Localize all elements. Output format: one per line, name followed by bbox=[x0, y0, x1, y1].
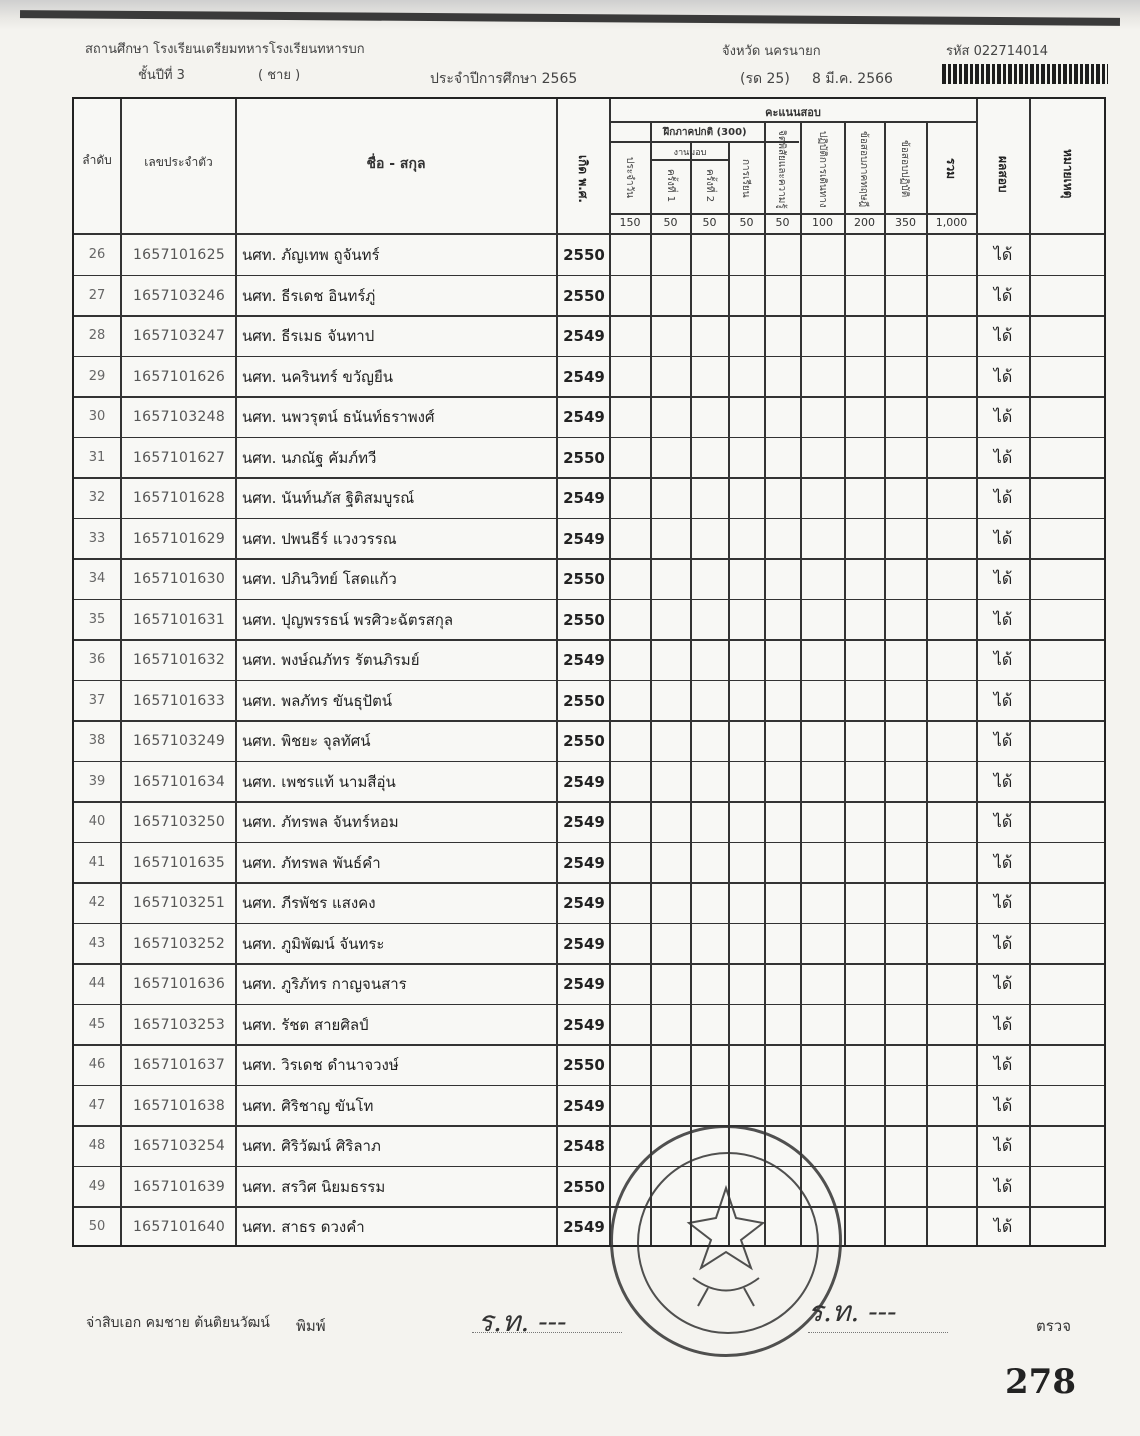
exam-result: ได้ bbox=[993, 326, 1013, 345]
table-row bbox=[74, 681, 1104, 722]
student-id: 1657103251 bbox=[132, 895, 226, 911]
table-row bbox=[74, 1045, 1104, 1086]
student-name: นศท. พิชยะ จุลทัศน์ bbox=[242, 732, 371, 750]
school-line: สถานศึกษา โรงเรียนเตรียมทหารโรงเรียนทหารบก bbox=[85, 42, 365, 57]
max-score: 50 bbox=[739, 216, 754, 229]
exam-result: ได้ bbox=[993, 771, 1013, 791]
batch-label: (รด 25) bbox=[740, 71, 790, 87]
student-id: 1657103248 bbox=[132, 409, 226, 425]
student-id: 1657101627 bbox=[132, 449, 226, 466]
birth-year: 2550 bbox=[563, 732, 605, 750]
score-table bbox=[72, 97, 1106, 1247]
birth-year: 2550 bbox=[563, 246, 605, 264]
birth-year: 2550 bbox=[563, 448, 605, 467]
col-note-header: หมายเหตุ bbox=[1061, 149, 1075, 199]
table-row bbox=[74, 235, 1104, 276]
student-id: 1657103254 bbox=[132, 1138, 226, 1154]
student-id: 1657101636 bbox=[132, 976, 226, 992]
birth-year: 2549 bbox=[563, 975, 605, 993]
student-name: นศท. นครินทร์ ขวัญยืน bbox=[242, 367, 394, 386]
student-name: นศท. พลภัทร ขันธุปัตน์ bbox=[242, 691, 393, 710]
row-number: 37 bbox=[88, 692, 106, 708]
table-row bbox=[74, 1005, 1104, 1046]
typist-label: พิมพ์ bbox=[296, 1317, 326, 1335]
student-id: 1657101637 bbox=[132, 1057, 226, 1073]
table-row bbox=[74, 478, 1104, 519]
exam-result: ได้ bbox=[993, 893, 1013, 912]
student-name: นศท. นภณัฐ คัมภ์ทวี bbox=[242, 448, 377, 467]
student-id: 1657101633 bbox=[132, 692, 226, 709]
date-label: 8 มี.ค. 2566 bbox=[812, 71, 893, 87]
row-number: 41 bbox=[88, 854, 106, 870]
student-id: 1657103252 bbox=[132, 935, 226, 952]
student-id: 1657101630 bbox=[132, 571, 226, 587]
exam-result: ได้ bbox=[993, 569, 1013, 588]
max-score: 150 bbox=[619, 216, 641, 229]
student-name: นศท. ภัทรพล พันธ์คำ bbox=[242, 853, 381, 872]
score-header-7: ข้อสอบภาคทฤษฎี bbox=[858, 130, 869, 208]
grade-label: ชั้นปีที่ 3 bbox=[138, 68, 185, 83]
table-row bbox=[74, 802, 1104, 843]
score-header-4: การเรียน bbox=[740, 158, 751, 198]
row-number: 32 bbox=[88, 490, 106, 505]
birth-year: 2548 bbox=[563, 1137, 605, 1155]
student-name: นศท. ปพนธีร์ แวงวรรณ bbox=[242, 529, 397, 548]
col-sub-group-header: งานมอบ bbox=[673, 148, 707, 158]
student-id: 1657101638 bbox=[132, 1097, 226, 1114]
table-row bbox=[74, 883, 1104, 924]
table-row bbox=[74, 1167, 1104, 1208]
student-id: 1657103253 bbox=[132, 1016, 226, 1033]
signature-left: ร.ท. --- bbox=[478, 1305, 567, 1338]
exam-result: ได้ bbox=[993, 1014, 1013, 1034]
student-id: 1657103247 bbox=[132, 328, 226, 344]
student-name: นศท. ภัญเทพ ถูจันทร์ bbox=[242, 246, 380, 264]
exam-result: ได้ bbox=[993, 528, 1013, 548]
score-header-1: ประจำวัน bbox=[624, 157, 635, 199]
table-row bbox=[74, 276, 1104, 317]
col-no-header: ลำดับ bbox=[82, 153, 112, 167]
birth-year: 2549 bbox=[563, 408, 605, 426]
row-number: 43 bbox=[88, 935, 106, 951]
row-number: 50 bbox=[88, 1219, 106, 1234]
student-name: นศท. ภีรพัชร แสงคง bbox=[242, 894, 376, 912]
max-score: 350 bbox=[895, 216, 916, 229]
student-id: 1657101629 bbox=[132, 530, 226, 547]
header-divider bbox=[609, 121, 976, 123]
student-id: 1657101631 bbox=[132, 611, 226, 628]
row-number: 40 bbox=[88, 814, 106, 829]
exam-result: ได้ bbox=[993, 1176, 1013, 1196]
birth-year: 2549 bbox=[563, 894, 605, 912]
score-header-3: ครั้งที่ 2 bbox=[704, 169, 715, 203]
exam-result: ได้ bbox=[993, 690, 1013, 710]
student-name: นศท. รัชต สายศิลป์ bbox=[242, 1015, 369, 1034]
birth-year: 2549 bbox=[563, 934, 605, 953]
exam-result: ได้ bbox=[993, 731, 1013, 750]
student-name: นศท. พงษ์ณภัทร รัตนภิรมย์ bbox=[242, 651, 420, 669]
student-id: 1657101634 bbox=[132, 773, 226, 790]
student-id: 1657101625 bbox=[132, 247, 226, 263]
table-row bbox=[74, 924, 1104, 965]
exam-result: ได้ bbox=[993, 609, 1013, 629]
seal-emblem bbox=[613, 1128, 839, 1354]
exam-result: ได้ bbox=[993, 974, 1013, 993]
exam-result: ได้ bbox=[993, 285, 1013, 305]
birth-year: 2549 bbox=[563, 1096, 605, 1115]
student-name: นศท. ภูริภัทร กาญจนสาร bbox=[242, 975, 407, 993]
exam-result: ได้ bbox=[993, 852, 1013, 872]
table-row bbox=[74, 438, 1104, 479]
birth-year: 2549 bbox=[563, 1015, 605, 1034]
col-practical-group-header: ฝึกภาคปกติ (300) bbox=[663, 127, 747, 138]
signature-right: ร.ท. --- bbox=[808, 1295, 897, 1328]
birth-year: 2549 bbox=[563, 367, 605, 386]
table-row bbox=[74, 964, 1104, 1005]
score-header-8: ข้อสอบปฏิบัติ bbox=[899, 140, 910, 198]
table-row bbox=[74, 1126, 1104, 1167]
student-name: นศท. ธีรเดช อินทร์ภู่ bbox=[242, 286, 376, 305]
max-score: 50 bbox=[663, 216, 678, 229]
row-number: 31 bbox=[88, 449, 106, 465]
student-id: 1657101635 bbox=[132, 854, 226, 871]
exam-result: ได้ bbox=[993, 1136, 1013, 1155]
table-row bbox=[74, 397, 1104, 438]
row-number: 38 bbox=[88, 733, 106, 748]
exam-result: ได้ bbox=[993, 933, 1013, 953]
row-number: 35 bbox=[88, 611, 106, 627]
row-number: 49 bbox=[88, 1178, 106, 1194]
birth-year: 2549 bbox=[563, 529, 605, 548]
birth-year: 2550 bbox=[563, 286, 605, 305]
row-number: 28 bbox=[88, 328, 106, 343]
typist-name: จ่าสิบเอก คมชาย ต้นติยนวัฒน์ bbox=[86, 1315, 270, 1331]
student-id: 1657101626 bbox=[132, 368, 226, 385]
student-name: นศท. เพชรแท้ นามสีอุ่น bbox=[242, 772, 396, 791]
row-number: 30 bbox=[88, 409, 106, 424]
barcode bbox=[942, 64, 1108, 84]
birth-year: 2550 bbox=[563, 1177, 605, 1196]
birth-year: 2550 bbox=[563, 570, 605, 588]
student-id: 1657101632 bbox=[132, 652, 226, 668]
row-number: 47 bbox=[88, 1097, 106, 1113]
row-number: 29 bbox=[88, 368, 106, 384]
sex-label: ( ชาย ) bbox=[258, 68, 301, 83]
table-row bbox=[74, 316, 1104, 357]
student-id: 1657103250 bbox=[132, 814, 226, 830]
table-row bbox=[74, 559, 1104, 600]
table-row bbox=[74, 640, 1104, 681]
table-row bbox=[74, 600, 1104, 641]
max-score: 100 bbox=[812, 216, 833, 229]
check-label: ตรวจ bbox=[1036, 1317, 1072, 1335]
student-id: 1657101640 bbox=[132, 1219, 226, 1235]
student-name: นศท. ธีรเมธ จันทาป bbox=[242, 327, 375, 345]
row-number: 26 bbox=[88, 247, 106, 262]
birth-year: 2549 bbox=[563, 772, 605, 791]
student-name: นศท. สรวิศ นิยมธรรม bbox=[242, 1177, 386, 1196]
row-number: 36 bbox=[88, 652, 106, 667]
row-number: 48 bbox=[88, 1138, 106, 1153]
score-header-6: ปฏิบัติการเดินทาง bbox=[817, 130, 828, 208]
header-divider bbox=[650, 159, 728, 161]
row-number: 27 bbox=[88, 287, 106, 303]
birth-year: 2549 bbox=[563, 813, 605, 831]
max-score: 1,000 bbox=[935, 216, 968, 229]
row-number: 34 bbox=[88, 571, 106, 586]
student-id: 1657103246 bbox=[132, 287, 226, 304]
header-divider bbox=[609, 141, 799, 143]
province-label: จังหวัด นครนายก bbox=[722, 44, 821, 59]
code-label: รหัส 022714014 bbox=[946, 44, 1049, 59]
signature-line-left bbox=[472, 1332, 622, 1333]
row-number: 44 bbox=[88, 976, 106, 991]
exam-result: ได้ bbox=[993, 447, 1013, 467]
row-number: 42 bbox=[88, 895, 106, 910]
birth-year: 2549 bbox=[563, 853, 605, 872]
score-header-total: รวม bbox=[944, 158, 958, 180]
exam-result: ได้ bbox=[993, 245, 1013, 264]
student-id: 1657101628 bbox=[132, 490, 226, 506]
student-name: นศท. นันท์นภัส ฐิติสมบูรณ์ bbox=[242, 489, 415, 507]
student-name: นศท. ศิริวัฒน์ ศิริลาภ bbox=[242, 1137, 381, 1155]
table-row bbox=[74, 357, 1104, 398]
max-score: 50 bbox=[702, 216, 717, 229]
col-name-header: ชื่อ - สกุล bbox=[366, 156, 426, 172]
signature-line-right bbox=[808, 1332, 948, 1333]
student-id: 1657101639 bbox=[132, 1178, 226, 1195]
birth-year: 2549 bbox=[563, 1218, 605, 1236]
row-number: 33 bbox=[88, 530, 106, 546]
student-name: นศท. ปุญพรรธน์ พรศิวะฉัตรสกุล bbox=[242, 610, 454, 629]
table-row bbox=[74, 1086, 1104, 1127]
table-row bbox=[74, 762, 1104, 803]
birth-year: 2549 bbox=[563, 327, 605, 345]
col-scores-group-header: คะแนนสอบ bbox=[765, 106, 821, 119]
student-name: นศท. ภัทรพล จันทร์หอม bbox=[242, 813, 399, 831]
birth-year: 2549 bbox=[563, 489, 605, 507]
row-number: 46 bbox=[88, 1057, 106, 1072]
student-id: 1657103249 bbox=[132, 733, 226, 749]
exam-result: ได้ bbox=[993, 812, 1013, 831]
table-row bbox=[74, 1207, 1104, 1248]
table-row bbox=[74, 519, 1104, 560]
student-name: นศท. ปภินวิทย์ โสดแก้ว bbox=[242, 570, 397, 588]
student-name: นศท. สาธร ดวงคำ bbox=[242, 1218, 365, 1236]
exam-result: ได้ bbox=[993, 407, 1013, 426]
birth-year: 2550 bbox=[563, 610, 605, 629]
table-row bbox=[74, 843, 1104, 884]
exam-result: ได้ bbox=[993, 1055, 1013, 1074]
birth-year: 2550 bbox=[563, 1056, 605, 1074]
max-score: 50 bbox=[775, 216, 790, 229]
row-number: 39 bbox=[88, 773, 106, 789]
birth-year: 2549 bbox=[563, 651, 605, 669]
exam-result: ได้ bbox=[993, 650, 1013, 669]
birth-year: 2550 bbox=[563, 691, 605, 710]
student-name: นศท. วิรเดช ดำนาจวงษ์ bbox=[242, 1056, 399, 1074]
score-header-5: จิตพิสัยและความรู้ bbox=[776, 129, 787, 209]
score-header-2: ครั้งที่ 1 bbox=[665, 169, 676, 203]
student-name: นศท. นพวรุตน์ ธนันท์ธราพงศ์ bbox=[242, 408, 435, 426]
exam-result: ได้ bbox=[993, 1217, 1013, 1236]
col-year-header: เกิด พ.ศ. bbox=[576, 155, 590, 203]
table-row bbox=[74, 721, 1104, 762]
page-number: 278 bbox=[1005, 1362, 1076, 1402]
col-id-header: เลขประจำตัว bbox=[144, 155, 213, 169]
exam-result: ได้ bbox=[993, 366, 1013, 386]
academic-year-label: ประจำปีการศึกษา 2565 bbox=[430, 71, 578, 87]
student-name: นศท. ภูมิพัฒน์ จันทระ bbox=[242, 934, 385, 953]
row-number: 45 bbox=[88, 1016, 106, 1032]
max-score: 200 bbox=[854, 216, 875, 229]
exam-result: ได้ bbox=[993, 488, 1013, 507]
exam-result: ได้ bbox=[993, 1095, 1013, 1115]
student-name: นศท. ศิริชาญ ขันโท bbox=[242, 1096, 374, 1115]
col-result-header: ผลสอบ bbox=[996, 155, 1010, 193]
